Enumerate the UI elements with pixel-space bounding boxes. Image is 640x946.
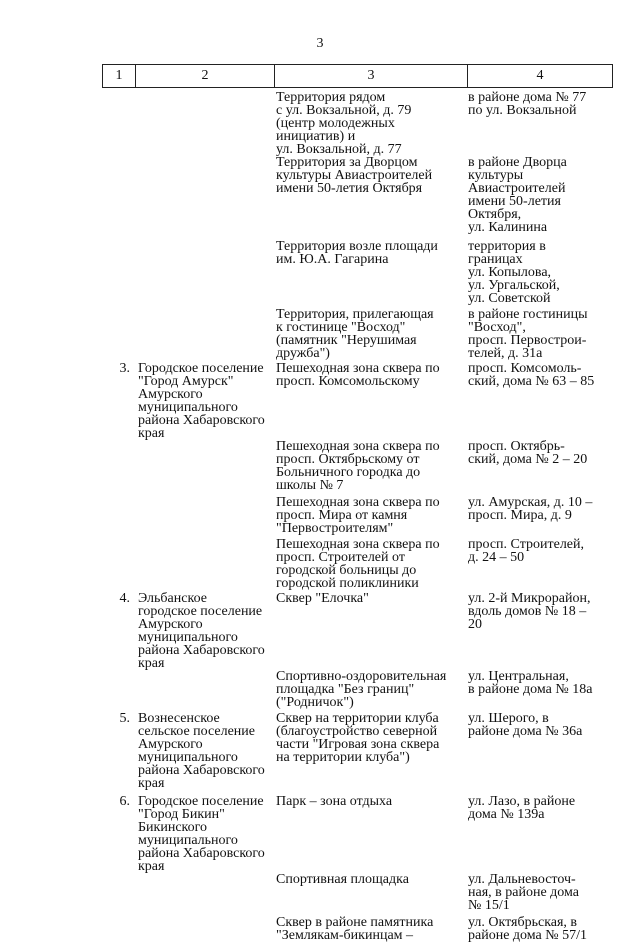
object-name: Сквер на территории клуба (благоустройство северной части "Игровая зона сквера на территории клуба") <box>276 711 440 765</box>
object-name: Спортивно-оздоровительная площадка "Без границ" ("Родничок") <box>276 669 447 710</box>
table-body <box>102 91 608 946</box>
object-name: Сквер "Елочка" <box>276 591 369 606</box>
header-col-1: 1 <box>103 65 136 88</box>
object-location: просп. Октябрь- ский, дома № 2 – 20 <box>468 439 588 467</box>
object-name: Сквер в районе памятника "Землякам-бикинцам – <box>276 915 434 943</box>
object-location: ул. 2-й Микрорайон, вдоль домов № 18 – 20 <box>468 591 591 632</box>
table-row <box>102 670 608 712</box>
table-row <box>102 308 608 362</box>
object-location: в районе гостиницы "Восход", просп. Первострои- телей, д. 31а <box>468 307 588 361</box>
object-location: ул. Амурская, д. 10 – просп. Мира, д. 9 <box>468 495 593 523</box>
page-number: 3 <box>316 36 324 51</box>
object-location: территория в границах ул. Копылова, ул. Ургальской, ул. Советской <box>468 239 560 306</box>
row-number: 6. <box>119 794 130 809</box>
table-row <box>102 240 608 308</box>
object-location: в районе дома № 77 по ул. Вокзальной <box>468 90 587 118</box>
table-row <box>102 496 608 538</box>
object-name: Пешеходная зона сквера по просп. Октябрьскому от Больничного городка до школы № 7 <box>276 439 440 493</box>
header-col-2: 2 <box>136 65 275 88</box>
object-location: просп. Строителей, д. 24 – 50 <box>468 537 585 565</box>
row-number: 3. <box>119 361 130 376</box>
table-row <box>102 91 608 156</box>
object-location: ул. Октябрьская, в районе дома № 57/1 <box>468 915 587 943</box>
object-name: Парк – зона отдыха <box>276 794 393 809</box>
object-location: ул. Центральная, в районе дома № 18а <box>468 669 593 697</box>
table-row <box>102 795 608 873</box>
table-row <box>102 592 608 670</box>
table-row <box>102 712 608 795</box>
object-location: просп. Комсомоль- ский, дома № 63 – 85 <box>468 361 595 389</box>
object-name: Территория за Дворцом культуры Авиастроителей имени 50-летия Октября <box>276 155 433 196</box>
object-name: Территория рядом с ул. Вокзальной, д. 79 (центр молодежных инициатив) и ул. Вокзальной, д. 77 <box>276 90 412 157</box>
table-row <box>102 538 608 592</box>
object-name: Спортивная площадка <box>276 872 409 887</box>
object-name: Пешеходная зона сквера по просп. Комсомольскому <box>276 361 440 389</box>
object-name: Пешеходная зона сквера по просп. Мира от камня "Первостроителям" <box>276 495 440 536</box>
settlement-name: Городское поселение "Город Амурск" Амурского муниципального района Хабаровского края <box>138 361 265 441</box>
table-row <box>102 362 608 440</box>
object-location: ул. Шерого, в районе дома № 36а <box>468 711 583 739</box>
object-name: Пешеходная зона сквера по просп. Строителей от городской больницы до городской поликлиники <box>276 537 440 591</box>
table-row <box>102 873 608 916</box>
header-col-3: 3 <box>275 65 468 88</box>
object-location: ул. Лазо, в районе дома № 139а <box>468 794 576 822</box>
settlement-name: Городское поселение "Город Бикин" Бикинского муниципального района Хабаровского края <box>138 794 265 874</box>
settlement-name: Вознесенское сельское поселение Амурского муниципального района Хабаровского края <box>138 711 265 791</box>
object-location: ул. Дальневосточ- ная, в районе дома № 15/1 <box>468 872 580 913</box>
table-row <box>102 156 608 240</box>
row-number: 4. <box>119 591 130 606</box>
table-row <box>102 440 608 496</box>
header-col-4: 4 <box>468 65 613 88</box>
table-row <box>102 916 608 946</box>
table-header <box>102 64 613 88</box>
settlement-name: Эльбанское городское поселение Амурского муниципального района Хабаровского края <box>138 591 265 671</box>
object-name: Территория возле площади им. Ю.А. Гагарина <box>276 239 438 267</box>
object-location: в районе Дворца культуры Авиастроителей имени 50-летия Октября, ул. Калинина <box>468 155 567 235</box>
row-number: 5. <box>119 711 130 726</box>
object-name: Территория, прилегающая к гостинице "Восход" (памятник "Нерушимая дружба") <box>276 307 434 361</box>
